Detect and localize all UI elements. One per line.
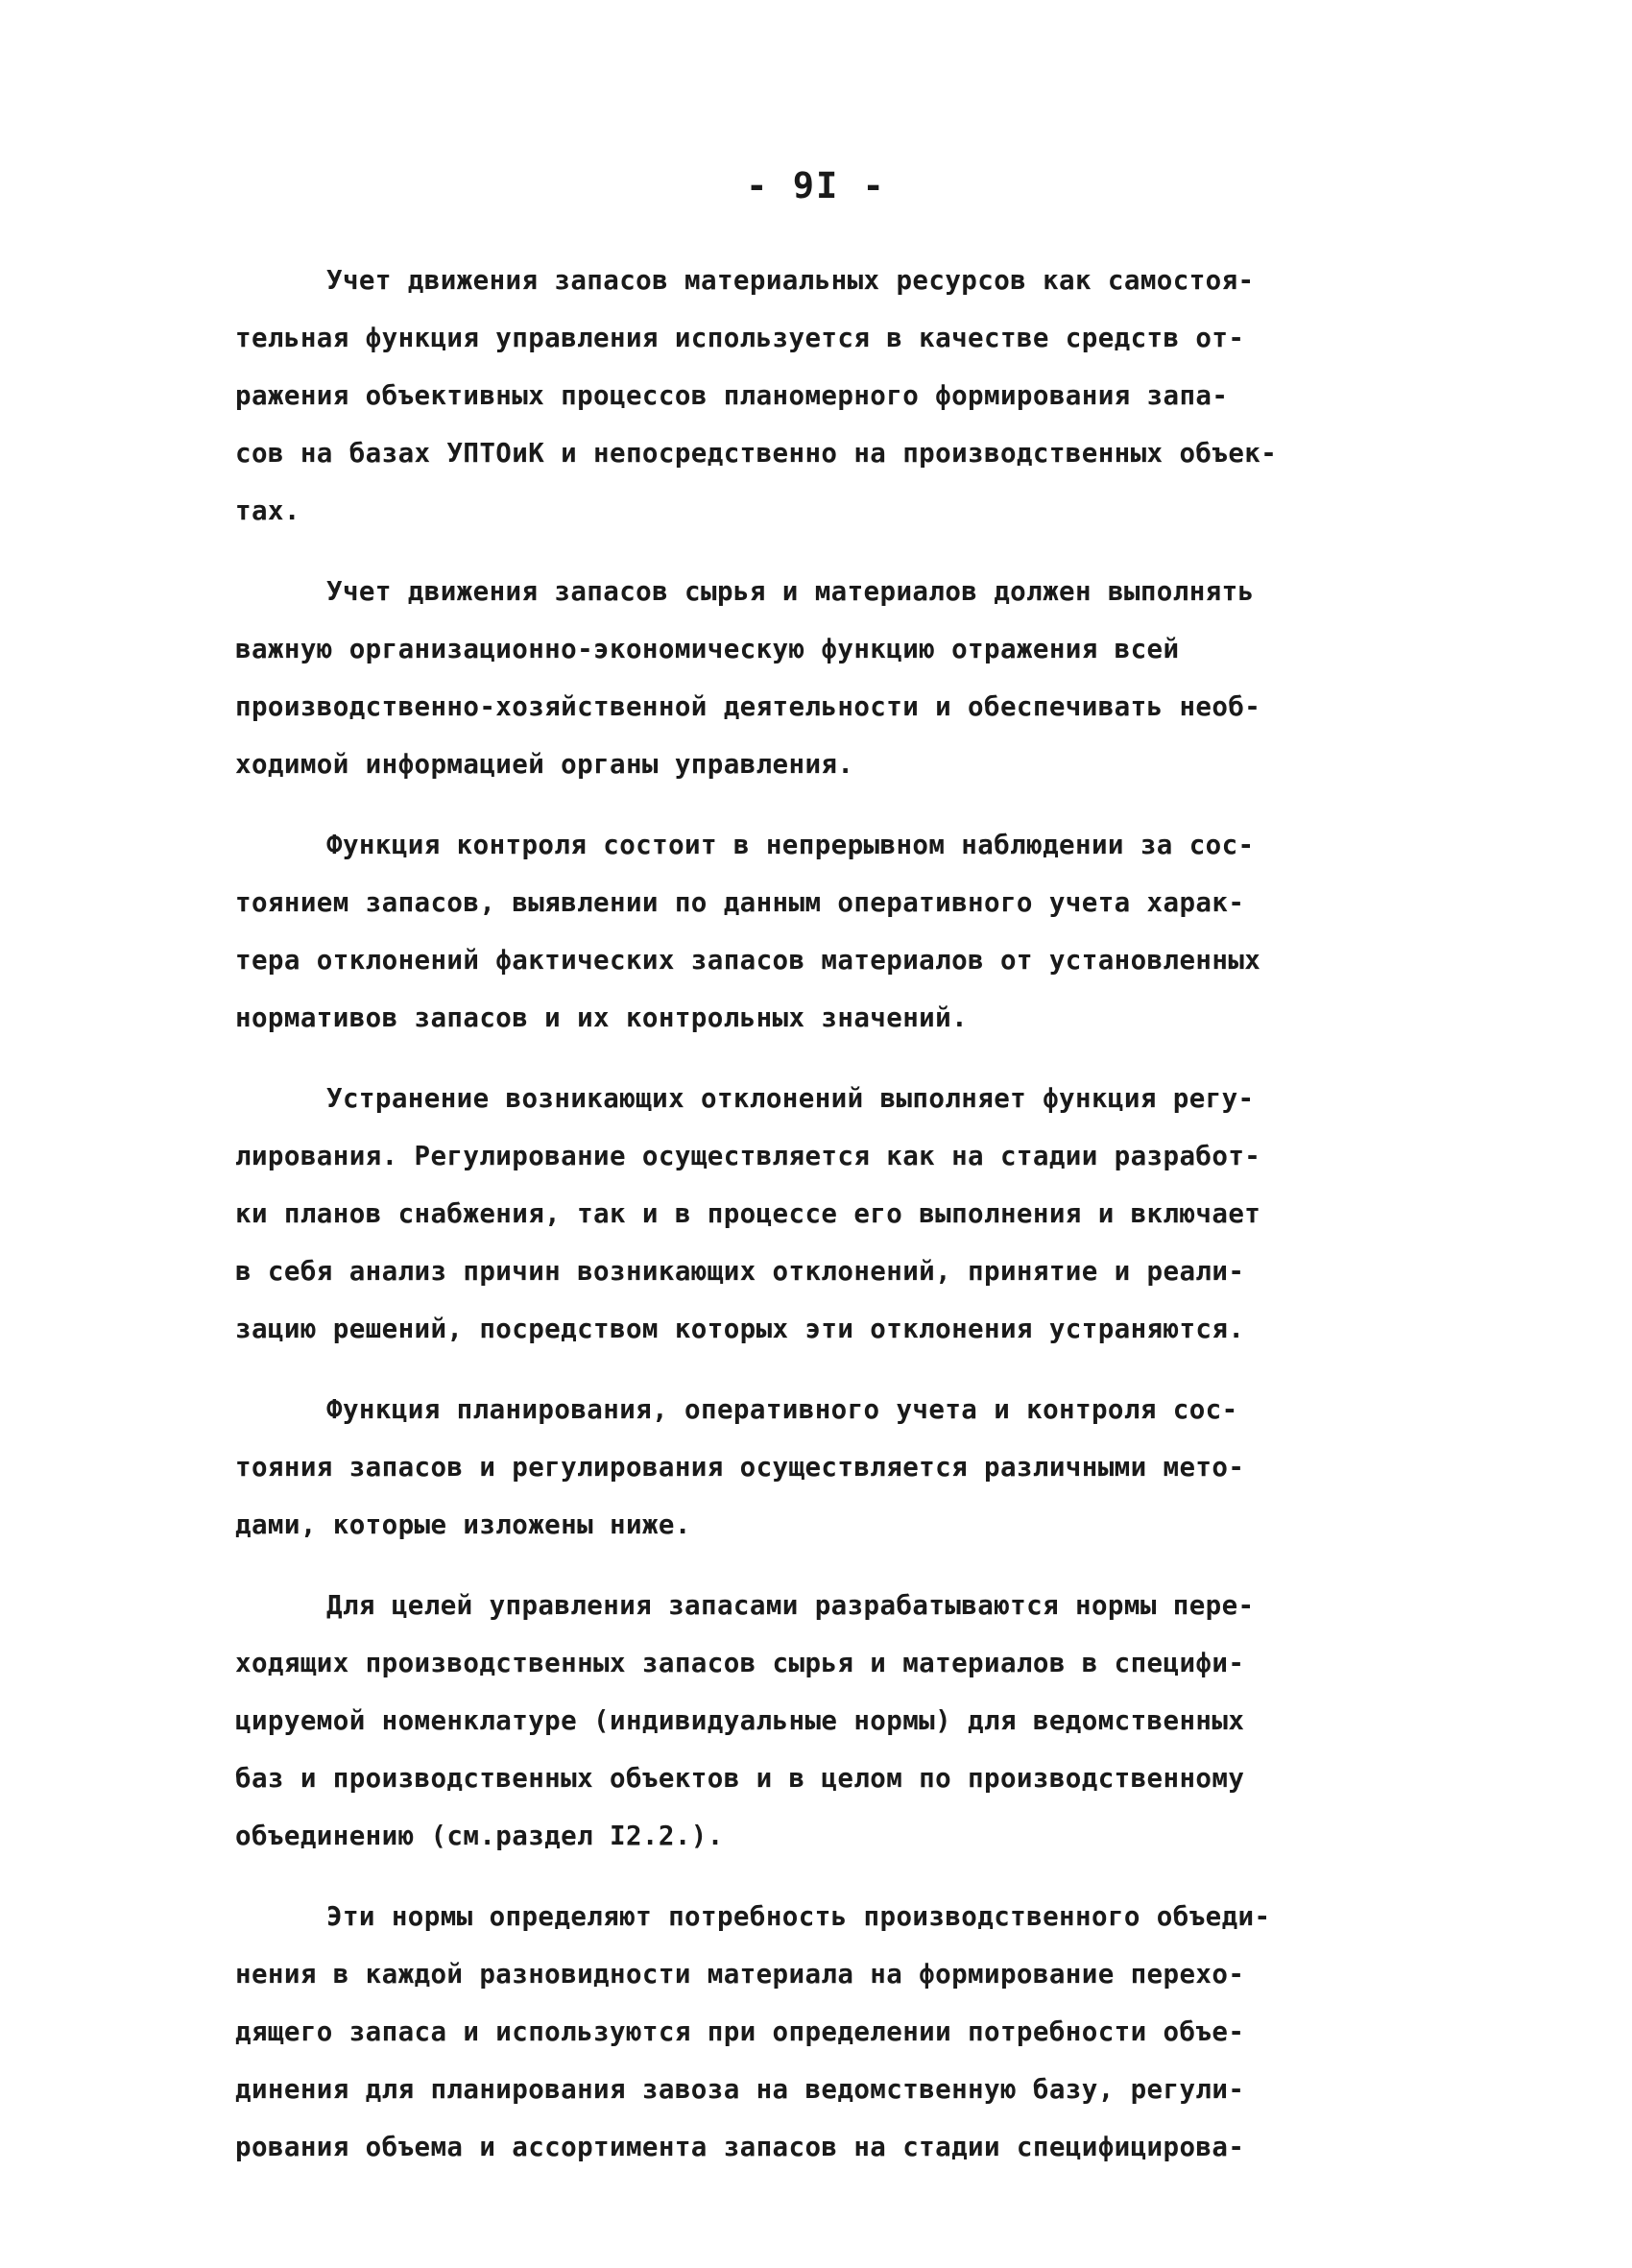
text-line: ходящих производственных запасов сырья и материалов в специфи- <box>235 1648 1245 1678</box>
text-line: Функция контроля состоит в непрерывном наблюдении за сос- <box>326 830 1255 860</box>
paragraph <box>235 1577 1416 1865</box>
page-number: - 9I - <box>746 165 886 206</box>
paragraph <box>235 252 1416 540</box>
text-line: нения в каждой разновидности материала на формирование перехо- <box>235 1959 1245 1990</box>
text-line: объединению (см.раздел I2.2.). <box>235 1821 724 1851</box>
text-line: зацию решений, посредством которых эти отклонения устраняются. <box>235 1314 1245 1344</box>
text-line: тоянием запасов, выявлении по данным оперативного учета харак- <box>235 887 1245 918</box>
body-text <box>235 252 1416 2199</box>
text-line: Учет движения запасов материальных ресурсов как самостоя- <box>326 265 1255 296</box>
paragraph <box>235 1381 1416 1554</box>
text-line: тах. <box>235 495 300 526</box>
text-line: Устранение возникающих отклонений выполняет функция регу- <box>326 1083 1255 1114</box>
text-line: сов на базах УПТОиК и непосредственно на производственных объек- <box>235 438 1278 469</box>
text-line: Учет движения запасов сырья и материалов должен выполнять <box>326 576 1255 607</box>
text-line: ки планов снабжения, так и в процессе его выполнения и включает <box>235 1198 1261 1229</box>
paragraph <box>235 1070 1416 1358</box>
text-line: Функция планирования, оперативного учета и контроля сос- <box>326 1394 1238 1425</box>
paragraph <box>235 1888 1416 2176</box>
text-line: дящего запаса и используются при определении потребности объе- <box>235 2016 1245 2047</box>
text-line: ражения объективных процессов планомерного формирования запа- <box>235 380 1229 411</box>
paragraph <box>235 563 1416 793</box>
text-line: важную организационно-экономическую функцию отражения всей <box>235 634 1180 664</box>
text-line: дами, которые изложены ниже. <box>235 1509 691 1540</box>
paragraph <box>235 816 1416 1047</box>
text-line: рования объема и ассортимента запасов на стадии специфицирова- <box>235 2132 1245 2162</box>
text-line: Эти нормы определяют потребность производственного объеди- <box>326 1901 1271 1932</box>
text-line: цируемой номенклатуре (индивидуальные нормы) для ведомственных <box>235 1705 1245 1736</box>
text-line: лирования. Регулирование осуществляется как на стадии разработ- <box>235 1141 1261 1171</box>
text-line: тера отклонений фактических запасов материалов от установленных <box>235 945 1261 976</box>
text-line: баз и производственных объектов и в целом по производственному <box>235 1763 1245 1794</box>
text-line: ходимой информацией органы управления. <box>235 749 854 780</box>
text-line: тельная функция управления используется в качестве средств от- <box>235 323 1245 353</box>
text-line: в себя анализ причин возникающих отклонений, принятие и реали- <box>235 1256 1245 1287</box>
text-line: Для целей управления запасами разрабатываются нормы пере- <box>326 1590 1255 1621</box>
text-line: нормативов запасов и их контрольных значений. <box>235 1002 969 1033</box>
text-line: производственно-хозяйственной деятельности и обеспечивать необ- <box>235 691 1261 722</box>
text-line: тояния запасов и регулирования осуществляется различными мето- <box>235 1452 1245 1483</box>
text-line: динения для планирования завоза на ведомственную базу, регули- <box>235 2074 1245 2105</box>
